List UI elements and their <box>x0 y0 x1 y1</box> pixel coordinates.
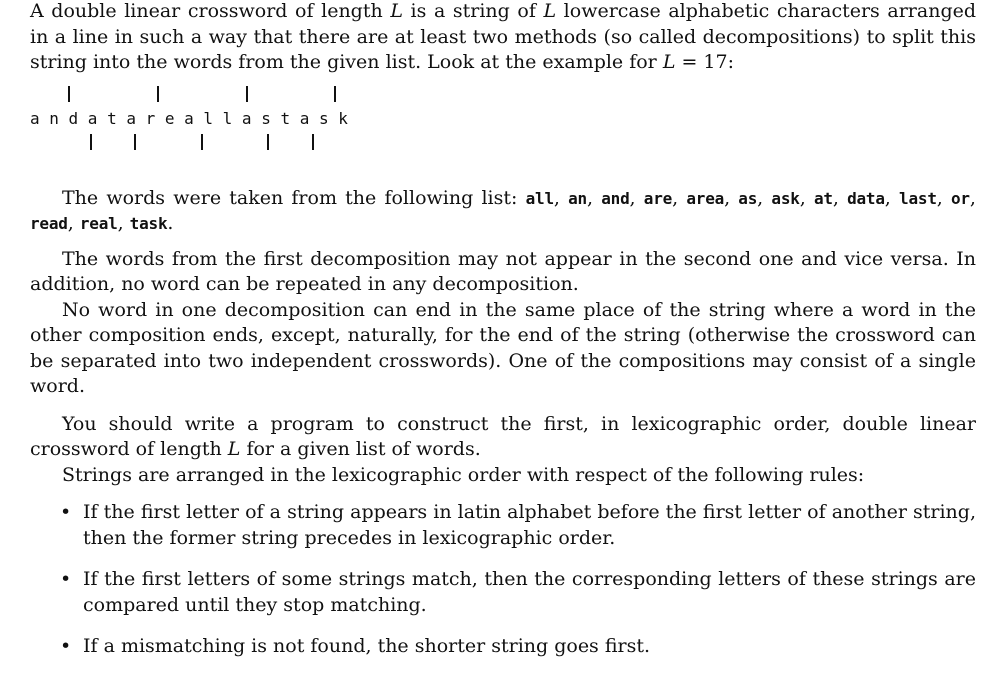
word: or <box>951 188 970 208</box>
variable-L: L <box>662 51 676 73</box>
word: as <box>738 188 758 208</box>
intro-paragraph: A double linear crossword of length L is a string of L lowercase alphabetic characters arranged in a line in such a way that there are at least two methods (so called decompositions) to split this string into the words from the given list. Look at the example for L = 17: <box>30 0 977 73</box>
rule-paragraph-2: No word in one decomposition can end in the same place of the string where a word in the other composition ends, except, naturally, for the end of the string (otherwise the crossword can be separated into two independent crosswords). One of the compositions may consist of a single word. <box>30 298 976 397</box>
top-boundary-mark <box>68 86 70 102</box>
word: at <box>813 188 833 208</box>
word: data <box>847 188 885 208</box>
bottom-boundary-mark <box>267 134 269 150</box>
word: an <box>568 188 587 208</box>
variable-L: L <box>543 0 557 22</box>
list-item: • If a mismatching is not found, the shorter string goes first. <box>30 634 976 660</box>
top-boundary-mark <box>246 86 248 102</box>
rule-paragraph-1: The words from the first decomposition may not appear in the second one and vice versa. In addition, no word can be repeated in any decomposition. <box>30 247 976 295</box>
word: task <box>129 214 168 233</box>
variable-L: L <box>390 0 403 22</box>
word: are <box>643 188 673 208</box>
order-paragraph: Strings are arranged in the lexicographic order with respect of the following rules: <box>62 463 865 486</box>
order-rules-list <box>30 500 976 660</box>
variable-L: L <box>227 438 241 460</box>
bottom-boundary-mark <box>312 134 314 150</box>
word: read <box>30 214 68 233</box>
problem-statement <box>30 0 976 676</box>
decomposition-diagram <box>30 82 976 178</box>
example-string: a n d a t a r e a l l a s t a s k <box>30 108 348 128</box>
list-item: • If the first letters of some strings match, then the corresponding letters of these strings are compared until they stop matching. <box>30 567 976 618</box>
word: and <box>601 188 630 208</box>
list-item: • If the first letter of a string appears in latin alphabet before the first letter of another string, then the former string precedes in lexicographic order. <box>30 500 976 551</box>
word: real <box>79 214 118 233</box>
bottom-boundary-mark <box>90 134 92 150</box>
word: ask <box>771 188 800 208</box>
word-list-paragraph: The words were taken from the following list: all, an, and, are, area, as, ask, at, data, last, or, read, real, task. <box>30 186 976 234</box>
bottom-boundary-mark <box>201 134 203 150</box>
word: all <box>525 188 554 208</box>
word: last <box>899 188 937 208</box>
task-paragraph: You should write a program to construct the first, in lexicographic order, double linear crossword of length L for a given list of words. <box>30 412 976 460</box>
top-boundary-mark <box>157 86 159 102</box>
top-boundary-mark <box>334 86 336 102</box>
word: area <box>686 188 725 208</box>
bottom-boundary-mark <box>134 134 136 150</box>
